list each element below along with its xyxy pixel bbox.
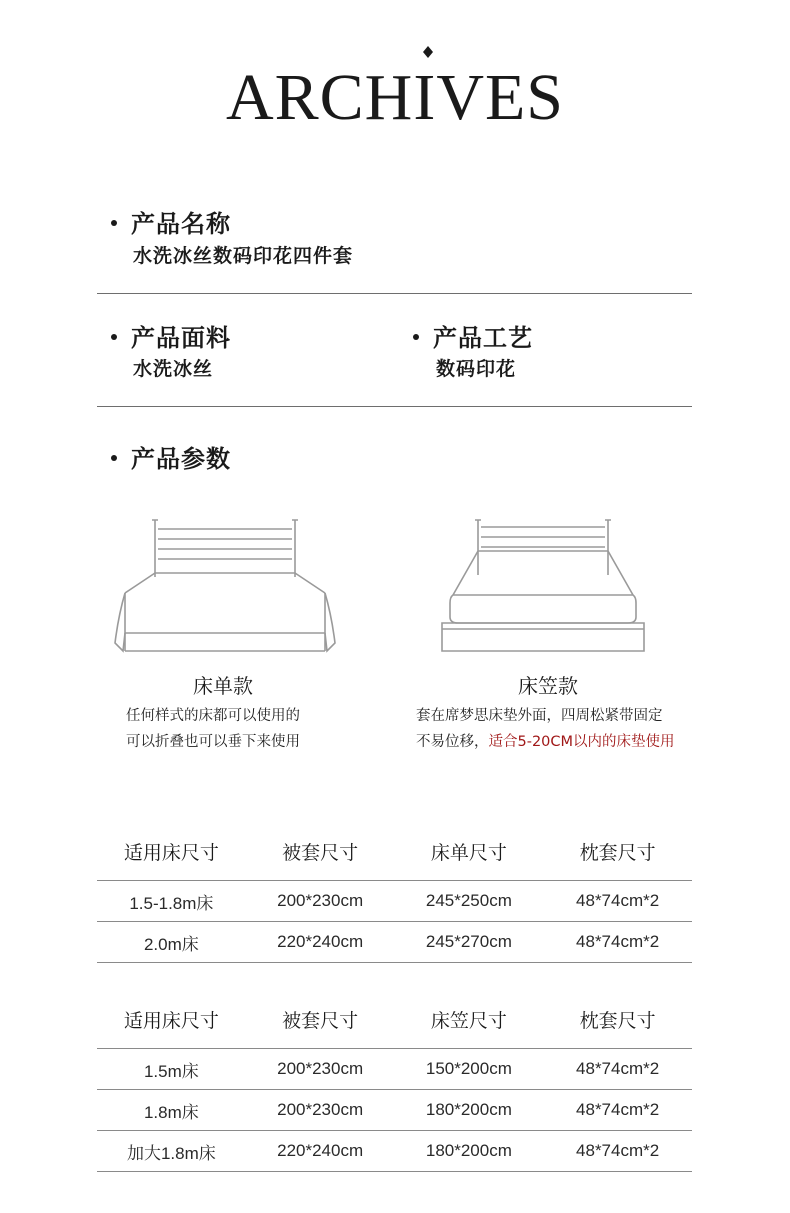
bullet-icon [111, 220, 117, 226]
table-cell: 200*230cm [277, 1059, 364, 1078]
table-cell: 2.0m床 [143, 934, 199, 954]
table-cell: 1.8m床 [143, 1102, 199, 1122]
table-row [97, 1049, 692, 1089]
table-header-row [97, 990, 692, 1049]
table-cell: 200*230cm [277, 891, 364, 910]
table-cell: 1.5-1.8m床 [129, 893, 214, 913]
table-row [97, 1130, 692, 1172]
table-header-cell: 被套尺寸 [282, 1009, 359, 1032]
table-cell: 48*74cm*2 [576, 1059, 660, 1078]
table-row [97, 1089, 692, 1130]
params-heading: 产品参数 [111, 439, 231, 474]
divider [97, 406, 692, 407]
flat-sheet-size-table [97, 822, 692, 963]
flat-sheet-label: 床单款 [193, 674, 253, 698]
fitted-sheet-label: 床笠款 [518, 674, 578, 698]
table-header-cell: 适用床尺寸 [123, 841, 219, 864]
table-cell: 245*250cm [425, 891, 512, 910]
table-header-cell: 床笠尺寸 [430, 1009, 507, 1032]
table-cell: 220*240cm [277, 932, 364, 951]
table-cell: 150*200cm [425, 1059, 512, 1078]
table-cell: 200*230cm [277, 1100, 364, 1119]
brand-logo [0, 40, 790, 130]
table-row [97, 921, 692, 963]
table-cell: 加大1.8m床 [126, 1143, 216, 1163]
product-name-value: 水洗冰丝数码印花四件套 [133, 245, 354, 267]
table-row [97, 881, 692, 921]
bullet-icon [111, 334, 117, 340]
table-cell: 180*200cm [425, 1100, 512, 1119]
bullet-icon [413, 334, 419, 340]
table-cell: 48*74cm*2 [576, 932, 660, 951]
table-cell: 245*270cm [425, 932, 512, 951]
product-name-heading: 产品名称 [111, 204, 231, 239]
fitted-sheet-bed-illustration [428, 515, 668, 655]
table-header-cell: 枕套尺寸 [579, 1009, 656, 1032]
flat-sheet-description: 任何样式的床都可以使用的 可以折叠也可以垂下来使用 [126, 708, 300, 750]
fabric-value: 水洗冰丝 [133, 358, 214, 380]
bullet-icon [111, 455, 117, 461]
table-cell: 48*74cm*2 [576, 891, 660, 910]
fitted-sheet-description: 套在席梦思床垫外面，四周松紧带固定 不易位移，适合5-20CM以内的床垫使用 [416, 708, 675, 750]
table-cell: 1.5m床 [143, 1061, 199, 1081]
fabric-heading: 产品面料 [111, 318, 231, 353]
craft-value: 数码印花 [436, 358, 517, 380]
table-header-cell: 枕套尺寸 [579, 841, 656, 864]
table-header-cell: 床单尺寸 [430, 841, 507, 864]
flat-sheet-bed-illustration [105, 515, 345, 655]
craft-heading: 产品工艺 [413, 318, 533, 353]
table-header-cell: 被套尺寸 [282, 841, 359, 864]
table-cell: 48*74cm*2 [576, 1141, 660, 1160]
table-header-cell: 适用床尺寸 [123, 1009, 219, 1032]
mattress-range-note: 适合5-20CM以内的床垫使用 [488, 734, 675, 750]
logo-text: ARCHIVES [225, 61, 565, 130]
table-cell: 220*240cm [277, 1141, 364, 1160]
table-cell: 180*200cm [425, 1141, 512, 1160]
divider [97, 293, 692, 294]
table-cell: 48*74cm*2 [576, 1100, 660, 1119]
table-header-row [97, 822, 692, 881]
fitted-sheet-size-table [97, 990, 692, 1172]
